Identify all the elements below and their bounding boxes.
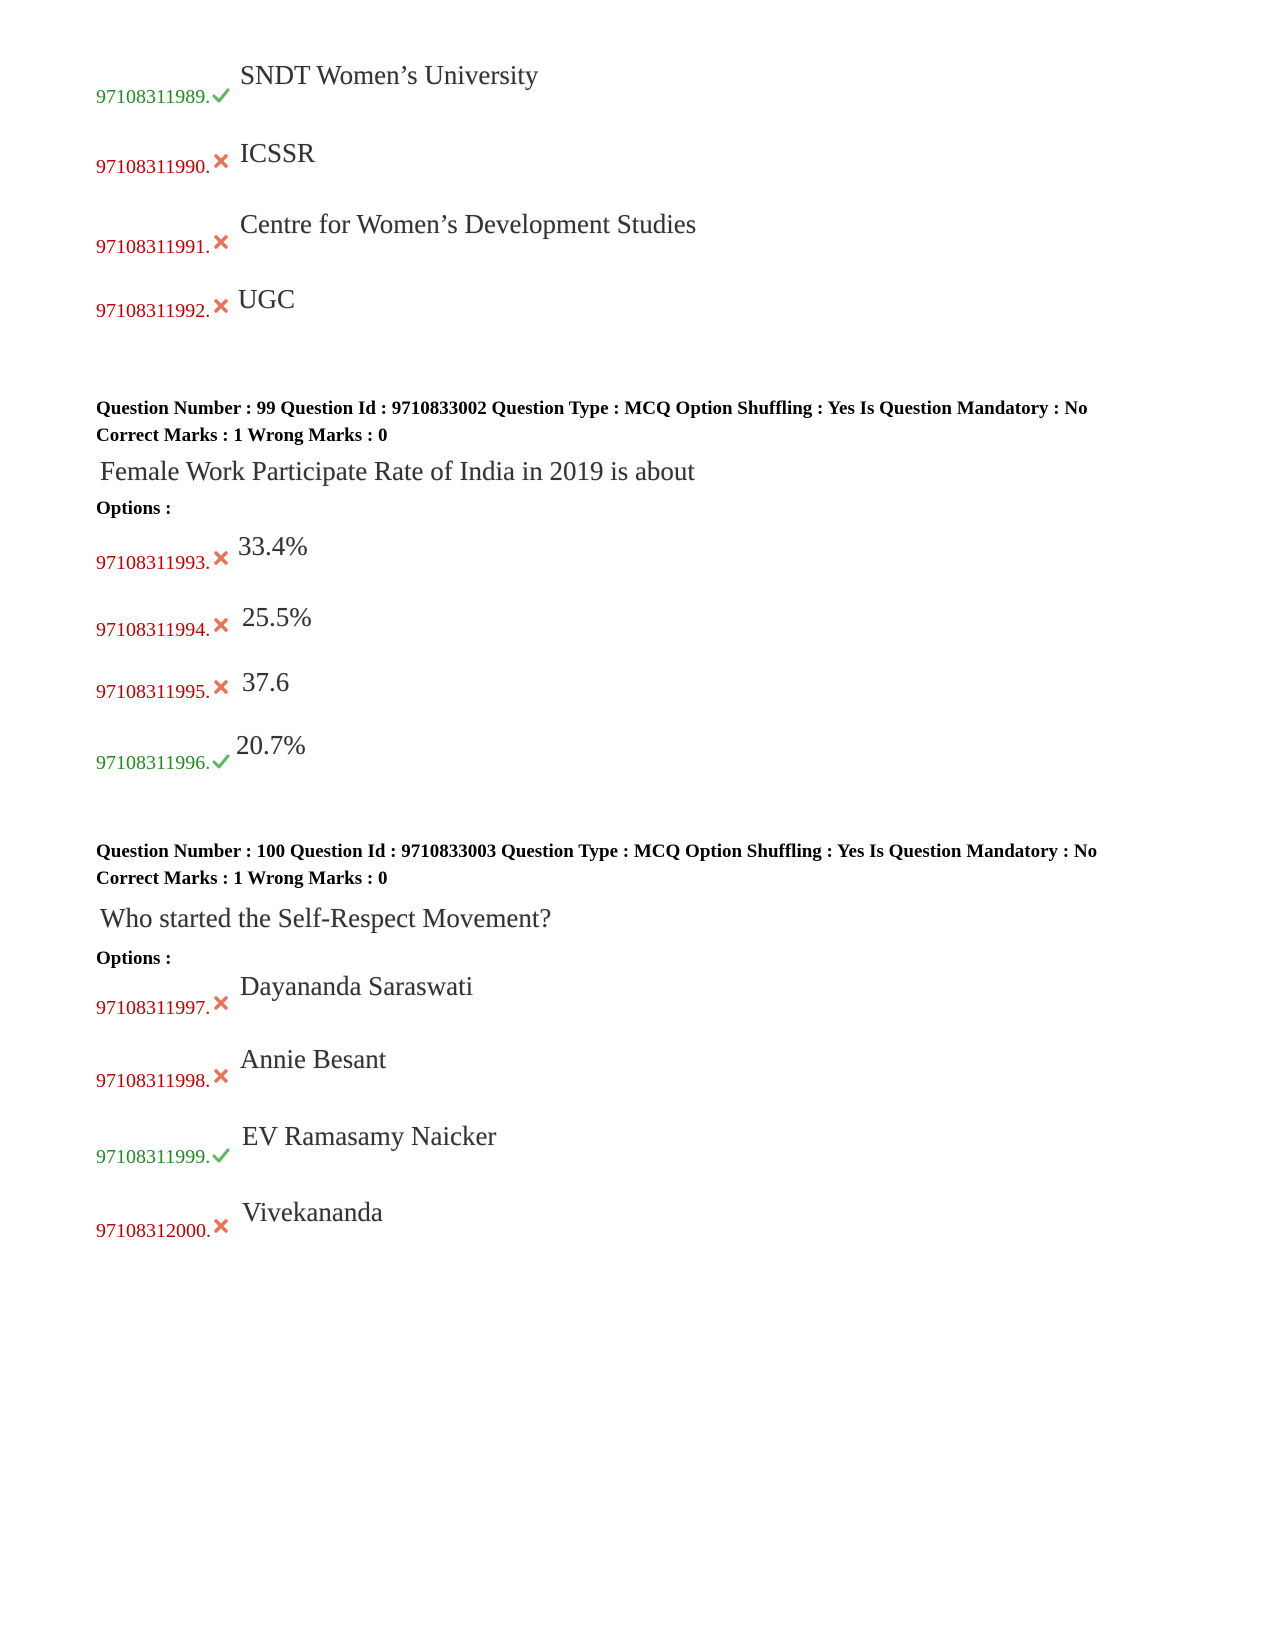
option-id: 97108311999. xyxy=(96,1146,211,1168)
question-marks-line: Correct Marks : 1 Wrong Marks : 0 xyxy=(96,868,388,889)
option-text: Centre for Women’s Development Studies xyxy=(240,209,697,239)
option-id: 97108311990. xyxy=(96,156,211,178)
option-text: Dayananda Saraswati xyxy=(240,971,474,1001)
cross-icon xyxy=(212,549,230,567)
option-id: 97108311994. xyxy=(96,619,211,641)
question-header xyxy=(96,395,1088,449)
option-id: 97108312000. xyxy=(96,1220,211,1242)
cross-icon xyxy=(212,994,230,1012)
question-text: Who started the Self-Respect Movement? xyxy=(100,903,552,933)
option-text: 25.5% xyxy=(242,602,312,632)
option-id: 97108311996. xyxy=(96,752,211,774)
option-id: 97108311998. xyxy=(96,1070,211,1092)
option-id: 97108311991. xyxy=(96,236,211,258)
cross-icon xyxy=(212,1067,230,1085)
check-icon xyxy=(212,752,230,770)
option-text: Annie Besant xyxy=(240,1044,387,1074)
option-id: 97108311989. xyxy=(96,86,211,108)
option-text: 20.7% xyxy=(236,730,306,760)
option-text: ICSSR xyxy=(240,138,316,168)
cross-icon xyxy=(212,1217,230,1235)
option-text: 37.6 xyxy=(242,667,290,697)
option-text: UGC xyxy=(238,284,296,314)
option-text: EV Ramasamy Naicker xyxy=(242,1121,497,1151)
question-marks-line: Correct Marks : 1 Wrong Marks : 0 xyxy=(96,425,388,446)
check-icon xyxy=(212,1146,230,1164)
cross-icon xyxy=(212,152,230,170)
option-text: SNDT Women’s University xyxy=(240,60,539,90)
options-label: Options : xyxy=(96,498,172,519)
cross-icon xyxy=(212,678,230,696)
option-id: 97108311995. xyxy=(96,681,211,703)
question-meta-line: Question Number : 99 Question Id : 9710833002 Question Type : MCQ Option Shuffling : Yes Is Question Mandatory : No xyxy=(96,398,1088,419)
question-header xyxy=(96,838,1097,892)
option-text: 33.4% xyxy=(238,531,308,561)
cross-icon xyxy=(212,616,230,634)
cross-icon xyxy=(212,233,230,251)
check-icon xyxy=(212,86,230,104)
question-meta-line: Question Number : 100 Question Id : 9710833003 Question Type : MCQ Option Shuffling : Yes Is Question Mandatory : No xyxy=(96,841,1098,862)
option-id: 97108311992. xyxy=(96,300,211,322)
cross-icon xyxy=(212,297,230,315)
option-id: 97108311993. xyxy=(96,552,211,574)
options-label: Options : xyxy=(96,948,172,969)
option-id: 97108311997. xyxy=(96,997,211,1019)
question-text: Female Work Participate Rate of India in 2019 is about xyxy=(100,456,695,486)
option-text: Vivekananda xyxy=(242,1197,383,1227)
